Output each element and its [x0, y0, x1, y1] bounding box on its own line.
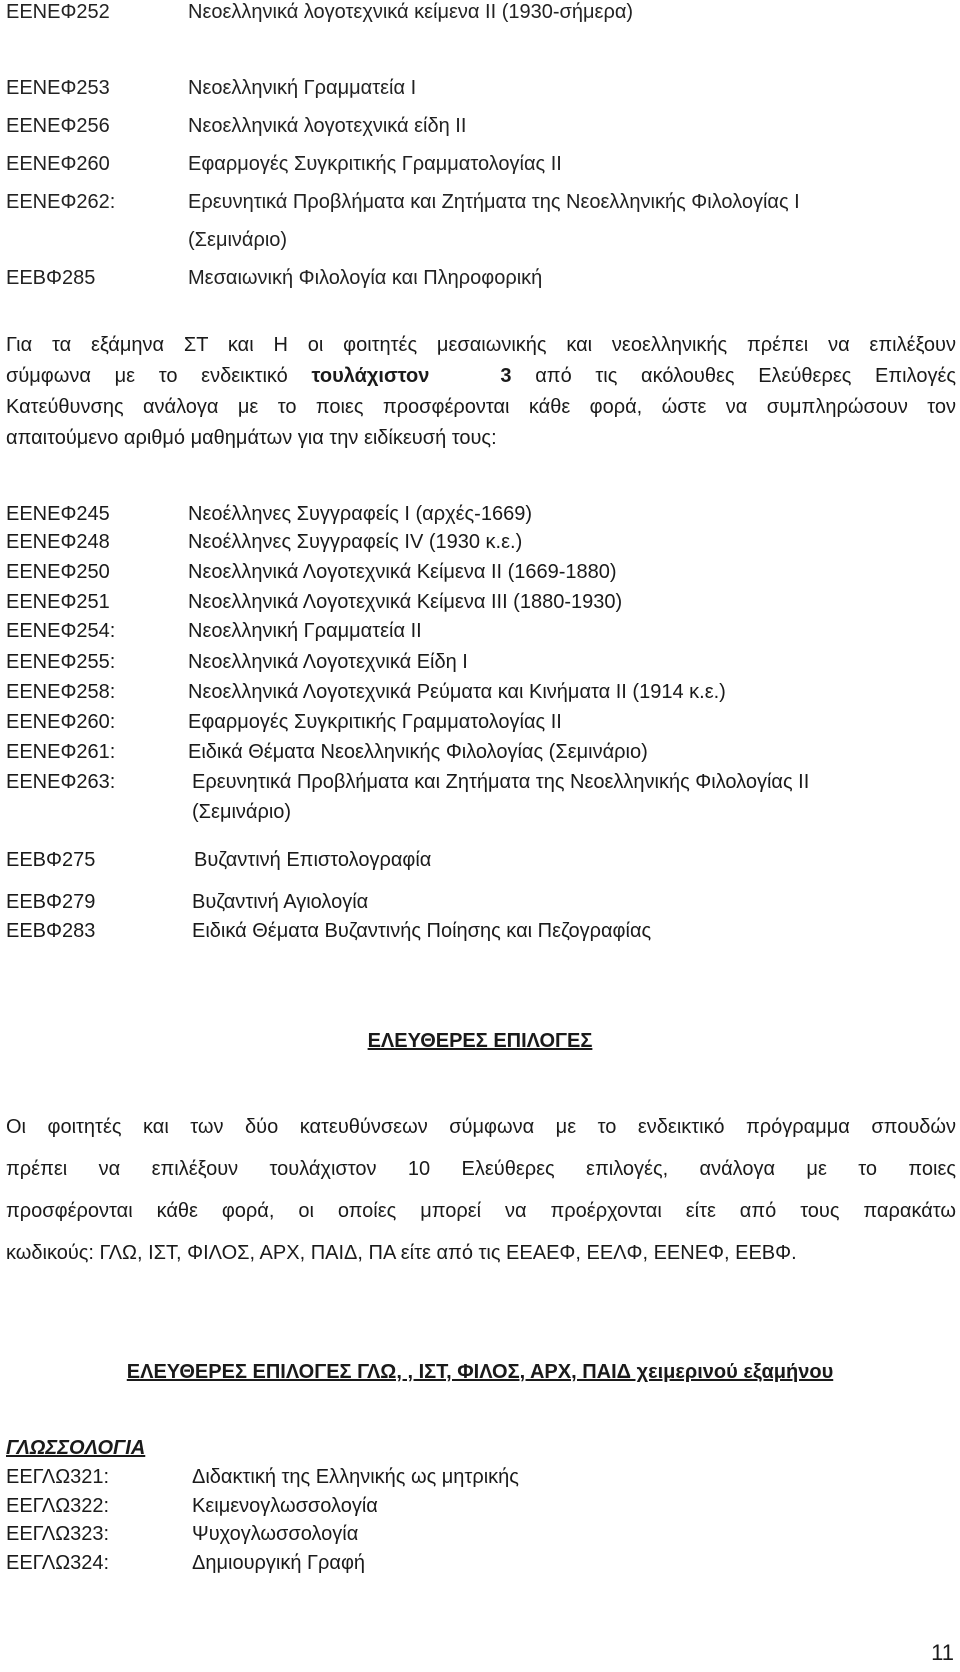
section-title-text: ΓΛΩΣΣΟΛΟΓΙΑ: [6, 1437, 146, 1459]
electives-paragraph: [6, 1106, 956, 1274]
course-title: (Σεμινάριο): [188, 229, 288, 251]
course-code: ΕΕΝΕΦ261:: [6, 741, 116, 763]
course-code: ΕΕΝΕΦ256: [6, 115, 110, 137]
course-code: ΕΕΝΕΦ254:: [6, 620, 116, 642]
course-code: ΕΕΒΦ279: [6, 891, 96, 913]
course-title: Εφαρμογές Συγκριτικής Γραμματολογίας ΙΙ: [188, 153, 562, 175]
text-span: από τις ακόλουθες Ελεύθερες Επιλογές: [511, 365, 957, 387]
course-code: ΕΕΒΦ283: [6, 920, 96, 942]
course-title: Ειδικά Θέματα Βυζαντινής Ποίησης και Πεζογραφίας: [192, 920, 652, 942]
course-code: ΕΕΝΕΦ252: [6, 1, 110, 23]
paragraph-line: [6, 361, 956, 392]
course-code: ΕΕΓΛΩ323:: [6, 1523, 110, 1545]
bold-text: τουλάχιστον: [311, 365, 430, 387]
course-code: ΕΕΝΕΦ258:: [6, 681, 116, 703]
paragraph-line: Για τα εξάμηνα ΣΤ και Η οι φοιτητές μεσαιωνικής και νεοελληνικής πρέπει να επιλέξουν: [6, 334, 956, 356]
paragraph-line: προσφέρονται κάθε φορά, οι οποίες μπορεί να προέρχονται είτε από τους παρακάτω: [6, 1200, 956, 1222]
course-code: ΕΕΓΛΩ324:: [6, 1552, 110, 1574]
course-title: Δημιουργική Γραφή: [192, 1552, 366, 1574]
course-title: Ψυχογλωσσολογία: [192, 1523, 359, 1545]
paragraph-line: Οι φοιτητές και των δύο κατευθύνσεων σύμφωνα με το ενδεικτικό πρόγραμμα σπουδών: [6, 1116, 956, 1138]
course-code: ΕΕΝΕΦ253: [6, 77, 110, 99]
course-title: Διδακτική της Ελληνικής ως μητρικής: [192, 1466, 519, 1488]
course-code: ΕΕΓΛΩ322:: [6, 1495, 110, 1517]
course-title: Νεοελληνικά λογοτεχνικά κείμενα ΙΙ (1930-σήμερα): [188, 1, 634, 23]
course-code: ΕΕΝΕΦ260:: [6, 711, 116, 733]
section-title: [6, 1436, 145, 1460]
bold-text: 3: [500, 365, 512, 387]
text-span: σύμφωνα με το ενδεικτικό: [6, 365, 312, 387]
course-title: Νεοελληνική Γραμματεία Ι: [188, 77, 417, 99]
course-title: Νεοελληνικά λογοτεχνικά είδη ΙΙ: [188, 115, 467, 137]
course-title: Βυζαντινή Αγιολογία: [192, 891, 369, 913]
course-title: Ερευνητικά Προβλήματα και Ζητήματα της Νεοελληνικής Φιλολογίας Ι: [188, 191, 800, 213]
course-code: ΕΕΝΕΦ245: [6, 503, 110, 525]
course-title: Νεοέλληνες Συγγραφείς IV (1930 κ.ε.): [188, 531, 523, 553]
course-code: ΕΕΝΕΦ250: [6, 561, 110, 583]
course-title: Νεοελληνικά Λογοτεχνικά Είδη Ι: [188, 651, 468, 673]
paragraph-line: απαιτούμενο αριθμό μαθημάτων για την ειδίκευσή τους:: [6, 427, 497, 449]
paragraph-line: Κατεύθυνσης ανάλογα με το ποιες προσφέρονται κάθε φορά, ώστε να συμπληρώσουν τον: [6, 396, 956, 418]
course-title: Μεσαιωνική Φιλολογία και Πληροφορική: [188, 267, 543, 289]
course-title: Νεοελληνική Γραμματεία ΙΙ: [188, 620, 422, 642]
course-title: Νεοέλληνες Συγγραφείς Ι (αρχές-1669): [188, 503, 532, 525]
course-title: (Σεμινάριο): [192, 801, 292, 823]
course-title: Ερευνητικά Προβλήματα και Ζητήματα της Νεοελληνικής Φιλολογίας ΙΙ: [192, 771, 810, 793]
course-title: Βυζαντινή Επιστολογραφία: [194, 849, 432, 871]
course-code: ΕΕΓΛΩ321:: [6, 1466, 110, 1488]
section-heading: ΕΛΕΥΘΕΡΕΣ ΕΠΙΛΟΓΕΣ: [367, 1030, 593, 1052]
course-code: ΕΕΝΕΦ263:: [6, 771, 116, 793]
course-code: ΕΕΒΦ275: [6, 849, 96, 871]
course-code: ΕΕΒΦ285: [6, 267, 96, 289]
section-heading: ΕΛΕΥΘΕΡΕΣ ΕΠΙΛΟΓΕΣ ΓΛΩ, , ΙΣΤ, ΦΙΛΟΣ, ΑΡΧ, ΠΑΙΔ χειμερινού εξαμήνου: [126, 1361, 834, 1383]
course-title: Νεοελληνικά Λογοτεχνικά Κείμενα ΙΙΙ (1880-1930): [188, 591, 623, 613]
course-code: ΕΕΝΕΦ251: [6, 591, 110, 613]
paragraph-line: πρέπει να επιλέξουν τουλάχιστον 10 Ελεύθερες επιλογές, ανάλογα με το ποιες: [6, 1158, 956, 1180]
page-number: 11: [931, 1640, 954, 1665]
course-code: ΕΕΝΕΦ248: [6, 531, 110, 553]
course-code: ΕΕΝΕΦ262:: [6, 191, 116, 213]
course-code: ΕΕΝΕΦ260: [6, 153, 110, 175]
course-code: ΕΕΝΕΦ255:: [6, 651, 116, 673]
course-title: Κειμενογλωσσολογία: [192, 1495, 378, 1517]
course-title: Ειδικά Θέματα Νεοελληνικής Φιλολογίας (Σεμινάριο): [188, 741, 648, 763]
paragraph-line: κωδικούς: ΓΛΩ, ΙΣΤ, ΦΙΛΟΣ, ΑΡΧ, ΠΑΙΔ, ΠΑ είτε από τις ΕΕΑΕΦ, ΕΕΛΦ, ΕΕΝΕΦ, ΕΕΒΦ.: [6, 1242, 797, 1264]
course-title: Νεοελληνικά Λογοτεχνικά Κείμενα ΙΙ (1669-1880): [188, 561, 617, 583]
course-title: Νεοελληνικά Λογοτεχνικά Ρεύματα και Κινήματα ΙΙ (1914 κ.ε.): [188, 681, 726, 703]
course-title: Εφαρμογές Συγκριτικής Γραμματολογίας ΙΙ: [188, 711, 562, 733]
instruction-paragraph: [6, 330, 956, 454]
